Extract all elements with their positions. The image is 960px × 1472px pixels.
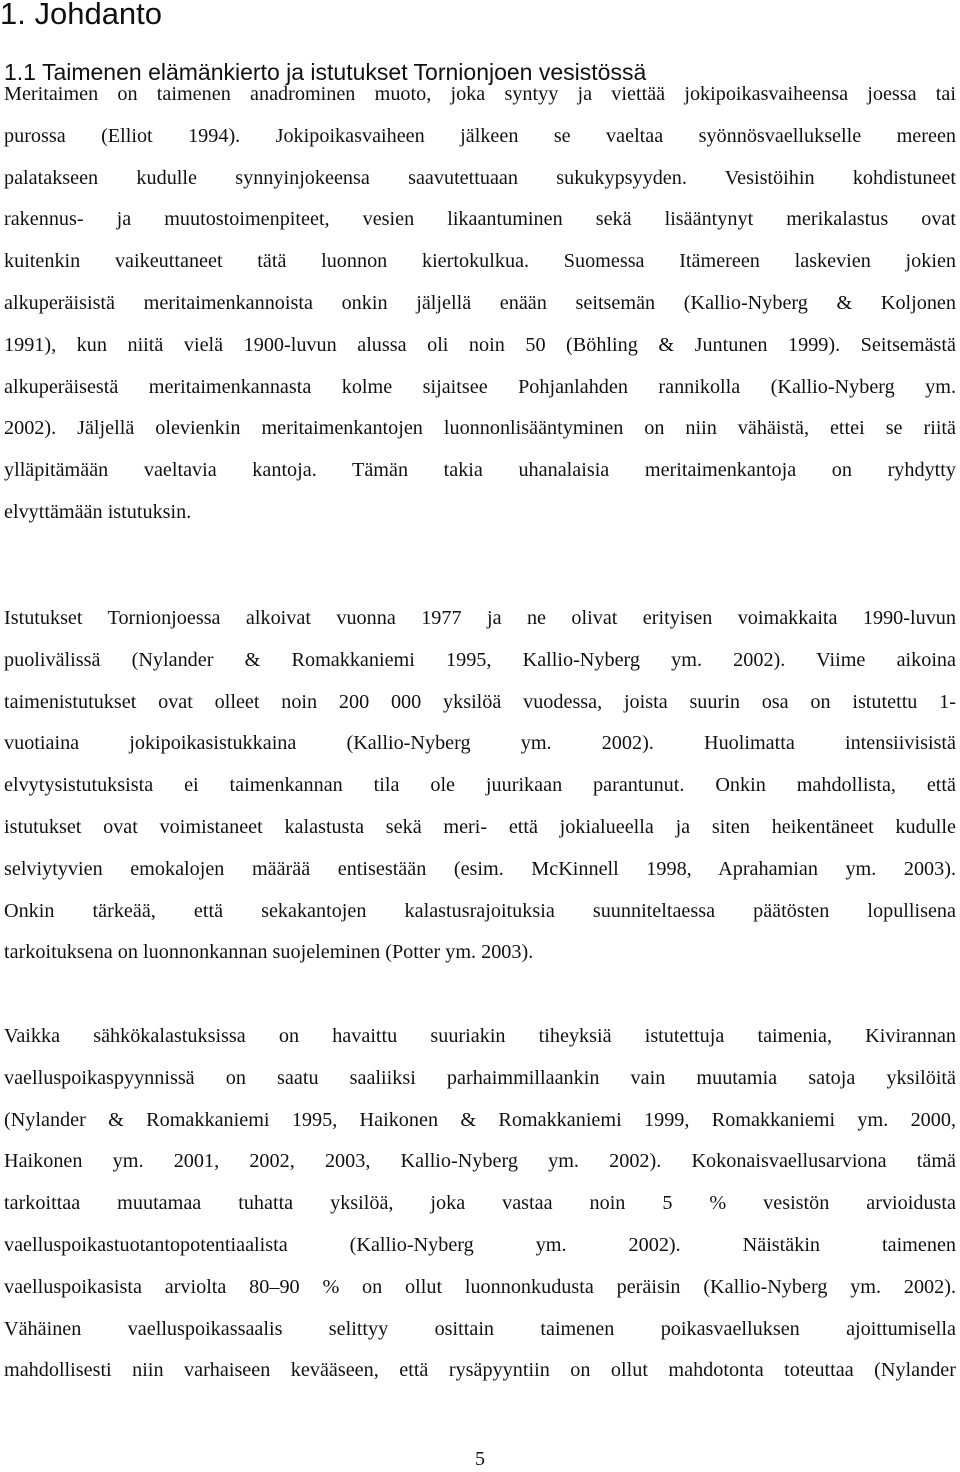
page-number: 5 (475, 1448, 485, 1470)
text-line: (Nylander & Romakkaniemi 1995, Haikonen & Romakkaniemi 1999, Romakkaniemi ym. 2000, (4, 1108, 956, 1131)
text-line: Vaikka sähkökalastuksissa on havaittu suuriakin tiheyksiä istutettuja taimenia, Kivirannan (4, 1025, 956, 1047)
text-line: vaelluspoikastuotantopotentiaalista (Kallio-Nyberg ym. 2002). Näistäkin taimenen (4, 1233, 956, 1256)
text-line: ylläpitämään vaeltavia kantoja. Tämän takia uhanalaisia meritaimenkantoja on ryhdytty (4, 459, 956, 482)
text-line: 2002). Jäljellä olevienkin meritaimenkantojen luonnonlisääntyminen on niin vähäistä, ettei se riitä (4, 417, 956, 440)
text-line: kuitenkin vaikeuttaneet tätä luonnon kiertokulkua. Suomessa Itämereen laskevien jokien (4, 250, 956, 273)
text-line: Haikonen ym. 2001, 2002, 2003, Kallio-Nyberg ym. 2002). Kokonaisvaellusarviona tämä (4, 1150, 956, 1173)
paragraph-3 (4, 1016, 956, 1392)
text-line: elvytysistutuksista ei taimenkannan tila ole juurikaan parantunut. Onkin mahdollista, että (4, 774, 956, 797)
text-line: Vähäinen vaelluspoikassaalis selittyy osittain taimenen poikasvaelluksen ajoittumisella (4, 1317, 956, 1340)
paragraph-1 (4, 74, 956, 534)
text-line: tarkoittaa muutamaa tuhatta yksilöä, joka vastaa noin 5 % vesistön arvioidusta (4, 1192, 956, 1215)
chapter-heading: 1. Johdanto (0, 0, 163, 31)
text-line: tarkoituksena on luonnonkannan suojeleminen (Potter ym. 2003). (4, 941, 534, 964)
text-line: alkuperäisestä meritaimenkannasta kolme sijaitsee Pohjanlahden rannikolla (Kallio-Nyberg ym. (4, 375, 956, 398)
text-line: alkuperäisistä meritaimenkannoista onkin jäljellä enään seitsemän (Kallio-Nyberg & Koljonen (4, 291, 956, 314)
text-line: Istutukset Tornionjoessa alkoivat vuonna 1977 ja ne olivat erityisen voimakkaita 1990-luvun (4, 607, 956, 629)
text-line: taimenistutukset ovat olleet noin 200 000 yksilöä vuodessa, joista suurin osa on istutettu 1- (4, 690, 956, 713)
text-line: Onkin tärkeää, että sekakantojen kalastusrajoituksia suunniteltaessa päätösten lopullisena (4, 899, 956, 922)
section-heading: 1.1 Taimenen elämänkierto ja istutukset Tornionjoen vesistössä (4, 59, 647, 85)
text-line: puolivälissä (Nylander & Romakkaniemi 1995, Kallio-Nyberg ym. 2002). Viime aikoina (4, 648, 956, 671)
text-line: palatakseen kudulle synnyinjokeensa saavutettuaan sukukypsyyden. Vesistöihin kohdistuneet (4, 166, 956, 189)
text-line: purossa (Elliot 1994). Jokipoikasvaiheen jälkeen se vaeltaa syönnösvaellukselle mereen (4, 124, 956, 147)
text-line: mahdollisesti niin varhaiseen kevääseen, että rysäpyyntiin on ollut mahdotonta toteuttaa (Nylander (4, 1359, 956, 1382)
text-line: istutukset ovat voimistaneet kalastusta sekä meri- että jokialueella ja siten heikentäneet kudulle (4, 815, 956, 838)
text-line: rakennus- ja muutostoimenpiteet, vesien likaantuminen sekä lisääntynyt merikalastus ovat (4, 208, 956, 231)
text-line: vaelluspoikaspyynnissä on saatu saaliiksi parhaimmillaankin vain muutamia satoja yksilöitä (4, 1066, 956, 1089)
text-line: elvyttämään istutuksin. (4, 500, 192, 523)
text-line: selviytyvien emokalojen määrää entisestään (esim. McKinnell 1998, Aprahamian ym. 2003). (4, 857, 956, 880)
text-line: 1991), kun niitä vielä 1900-luvun alussa oli noin 50 (Böhling & Juntunen 1999). Seitsemästä (4, 333, 956, 356)
text-line: vuotiaina jokipoikasistukkaina (Kallio-Nyberg ym. 2002). Huolimatta intensiivisistä (4, 732, 956, 755)
paragraph-2 (4, 598, 956, 974)
text-line: Meritaimen on taimenen anadrominen muoto, joka syntyy ja viettää jokipoikasvaiheensa joessa tai (4, 83, 956, 105)
text-line: vaelluspoikasista arviolta 80–90 % on ollut luonnonkudusta peräisin (Kallio-Nyberg ym. 2002). (4, 1275, 956, 1298)
